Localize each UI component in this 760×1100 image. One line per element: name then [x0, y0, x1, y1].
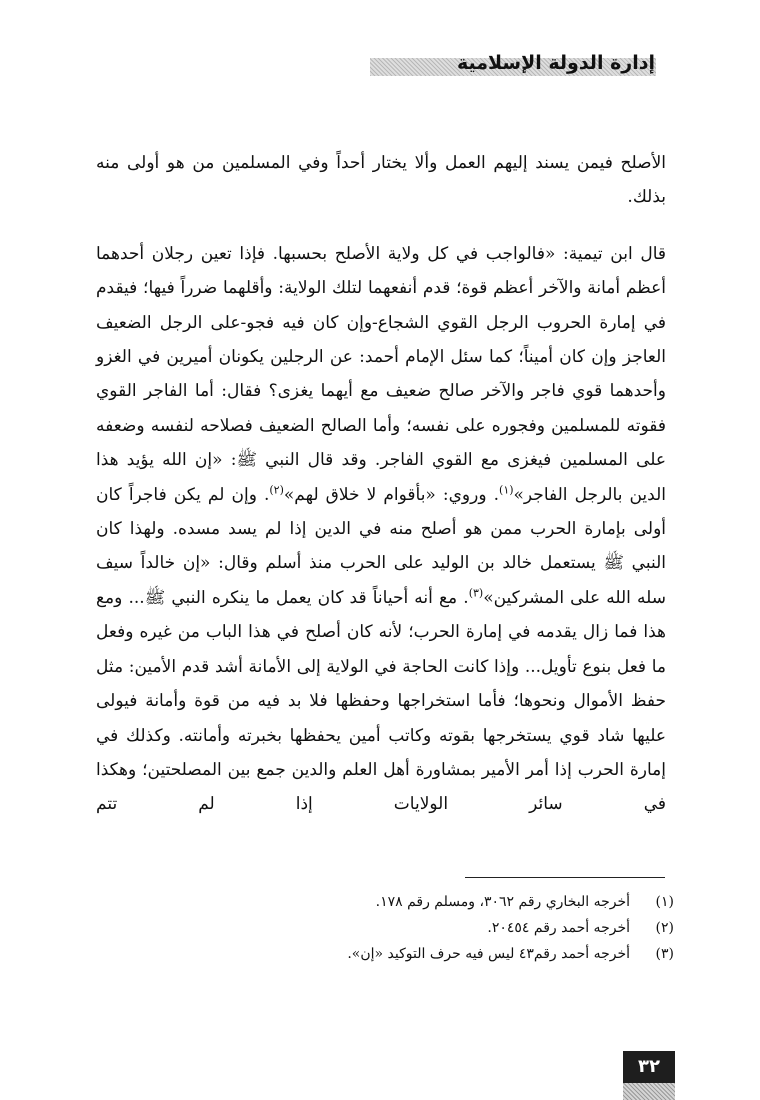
paragraph-2-part-4: . مع أنه أحياناً قد كان يعمل ما ينكره النبي ﷺ... ومع هذا فما زال يقدمه في إمارة الحرب؛ لأنه كان أصلح في هذا الباب من غيره وفعل ما فعل بنوع تأويل... وإذا كانت الحاجة في الولاية إلى الأمانة أشد قدم الأمين: مثل حفظ الأموال ونحوها؛ فأما استخراجها وحفظها فلا بد فيه من قوة وأمانة فيولى عليها شاد قوي يستخرجها بقوته وكاتب أمين يحفظها بخبرته وأمانته. وكذلك في إمارة الحرب إذا أمر الأمير بمشاورة أهل العلم والدين جمع بين المصلحتين؛ وهكذا في سائر الولايات إذا لم تتم — [96, 587, 666, 815]
footnote-1 — [114, 889, 674, 915]
paragraph-2-part-3: . وإن لم يكن فاجراً كان أولى بإمارة الحرب ممن هو أصلح منه في الدين إذا لم يسد مسده. ولهذا كان النبي ﷺ يستعمل خالد بن الوليد على الحرب منذ أسلم وقال: «إن خالداً سيف سله الله على المشركين» — [96, 484, 666, 608]
footnote-text: أخرجه أحمد رقم٤٣ ليس فيه حرف التوكيد «إن». — [347, 946, 630, 962]
footnotes — [114, 889, 674, 967]
paragraph-2-part-1: قال ابن تيمية: «فالواجب في كل ولاية الأصلح بحسبها. فإذا تعين رجلان أحدهما أعظم أمانة والآخر أعظم قوة؛ قدم أنفعهما لتلك الولاية: وأقلهما ضرراً فيها؛ فيقدم في إمارة الحروب الرجل القوي الشجاع-وإن كان فيه فجو-على الرجل الضعيف العاجز وإن كان أميناً؛ كما سئل الإمام أحمد: عن الرجلين يكونان أميرين في الغزو وأحدهما قوي فاجر والآخر صالح ضعيف مع أيهما يغزى؟ فقال: أما الفاجر القوي فقوته للمسلمين وفجوره على نفسه؛ وأما الصالح الضعيف فصلاحه لنفسه وضعفه على المسلمين فيغزى مع القوي الفاجر. وقد قال النبي ﷺ: «إن الله يؤيد هذا الدين بالرجل الفاجر» — [96, 243, 666, 505]
paragraph-1: الأصلح فيمن يسند إليهم العمل وألا يختار أحداً وفي المسلمين من هو أولى منه بذلك. — [96, 153, 666, 208]
footnote-number: (٣) — [655, 946, 674, 962]
footnote-3 — [114, 941, 674, 967]
page-number-decoration — [623, 1083, 675, 1100]
footnote-ref-3[interactable]: (٣) — [468, 586, 484, 600]
paragraph-2 — [96, 237, 666, 822]
footnote-number: (١) — [655, 894, 674, 910]
footnote-text: أخرجه أحمد رقم ٢٠٤٥٤. — [487, 920, 630, 936]
footnote-2 — [114, 915, 674, 941]
footnote-ref-2[interactable]: (٢) — [269, 483, 284, 496]
footnote-text: أخرجه البخاري رقم ٣٠٦٢، ومسلم رقم ١٧٨. — [375, 894, 630, 910]
footnote-ref-1[interactable]: (١) — [499, 483, 514, 496]
page-number: ٣٢ — [623, 1051, 675, 1083]
running-header-title: إدارة الدولة الإسلامية — [456, 52, 655, 74]
body-text — [96, 146, 666, 822]
paragraph-2-part-2: . وروي: «بأقوام لا خلاق لهم» — [283, 484, 500, 505]
footnote-separator — [465, 877, 665, 878]
footnote-number: (٢) — [655, 920, 674, 936]
